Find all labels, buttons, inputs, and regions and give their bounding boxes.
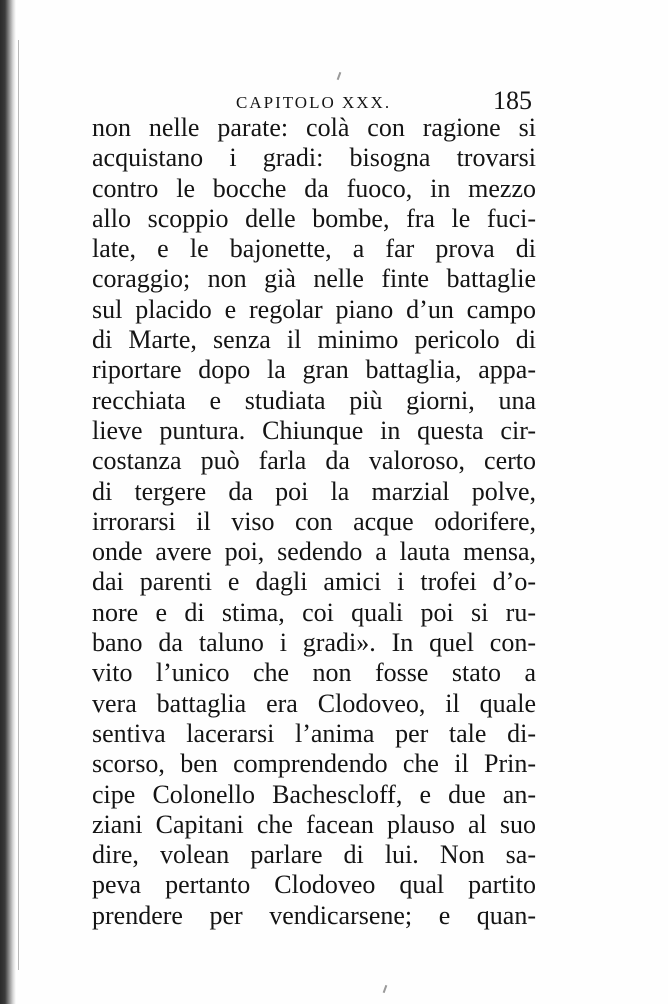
text-line: nore e di stima, coi quali poi si ru- <box>92 597 536 627</box>
text-line: costanza può farla da valoroso, certo <box>92 446 536 476</box>
text-line: vera battaglia era Clodoveo, il quale <box>92 688 536 718</box>
paper-speck <box>337 72 342 80</box>
running-head: CAPITOLO XXX. <box>236 93 392 112</box>
text-line: late, e le bajonette, a far prova di <box>92 234 536 264</box>
text-line: peva pertanto Clodoveo qual partito <box>92 870 536 900</box>
text-line: dire, volean parlare di lui. Non sa- <box>92 840 536 870</box>
page-number: 185 <box>493 86 532 115</box>
text-line: prendere per vendicarsene; e quan- <box>92 900 536 930</box>
text-line: ziani Capitani che facean plauso al suo <box>92 809 536 839</box>
text-line: scorso, ben comprendendo che il Prin- <box>92 749 536 779</box>
text-line: dai parenti e dagli amici i trofei d’o- <box>92 567 536 597</box>
text-line: sentiva lacerarsi l’anima per tale di- <box>92 718 536 748</box>
paper-speck <box>383 985 388 993</box>
text-line: allo scoppio delle bombe, fra le fuci- <box>92 203 536 233</box>
text-line: coraggio; non già nelle finte battaglie <box>92 264 536 294</box>
gutter-edge-line <box>18 40 19 970</box>
binding-gutter <box>0 0 16 1004</box>
text-line: onde avere poi, sedendo a lauta mensa, <box>92 537 536 567</box>
text-line: di tergere da poi la marzial polve, <box>92 476 536 506</box>
text-line: vito l’unico che non fosse stato a <box>92 658 536 688</box>
text-line: contro le bocche da fuoco, in mezzo <box>92 173 536 203</box>
text-line: recchiata e studiata più giorni, una <box>92 385 536 415</box>
body-text <box>92 113 536 931</box>
text-line: cipe Colonello Bachescloff, e due an- <box>92 779 536 809</box>
text-line: irrorarsi il viso con acque odorifere, <box>92 506 536 536</box>
text-line: bano da taluno i gradi». In quel con- <box>92 628 536 658</box>
text-line: lieve puntura. Chiunque in questa cir- <box>92 415 536 445</box>
text-line: di Marte, senza il minimo pericolo di <box>92 325 536 355</box>
text-line: acquistano i gradi: bisogna trovarsi <box>92 143 536 173</box>
text-line: sul placido e regolar piano d’un campo <box>92 294 536 324</box>
text-line: non nelle parate: colà con ragione si <box>92 113 536 142</box>
text-line: riportare dopo la gran battaglia, appa- <box>92 355 536 385</box>
